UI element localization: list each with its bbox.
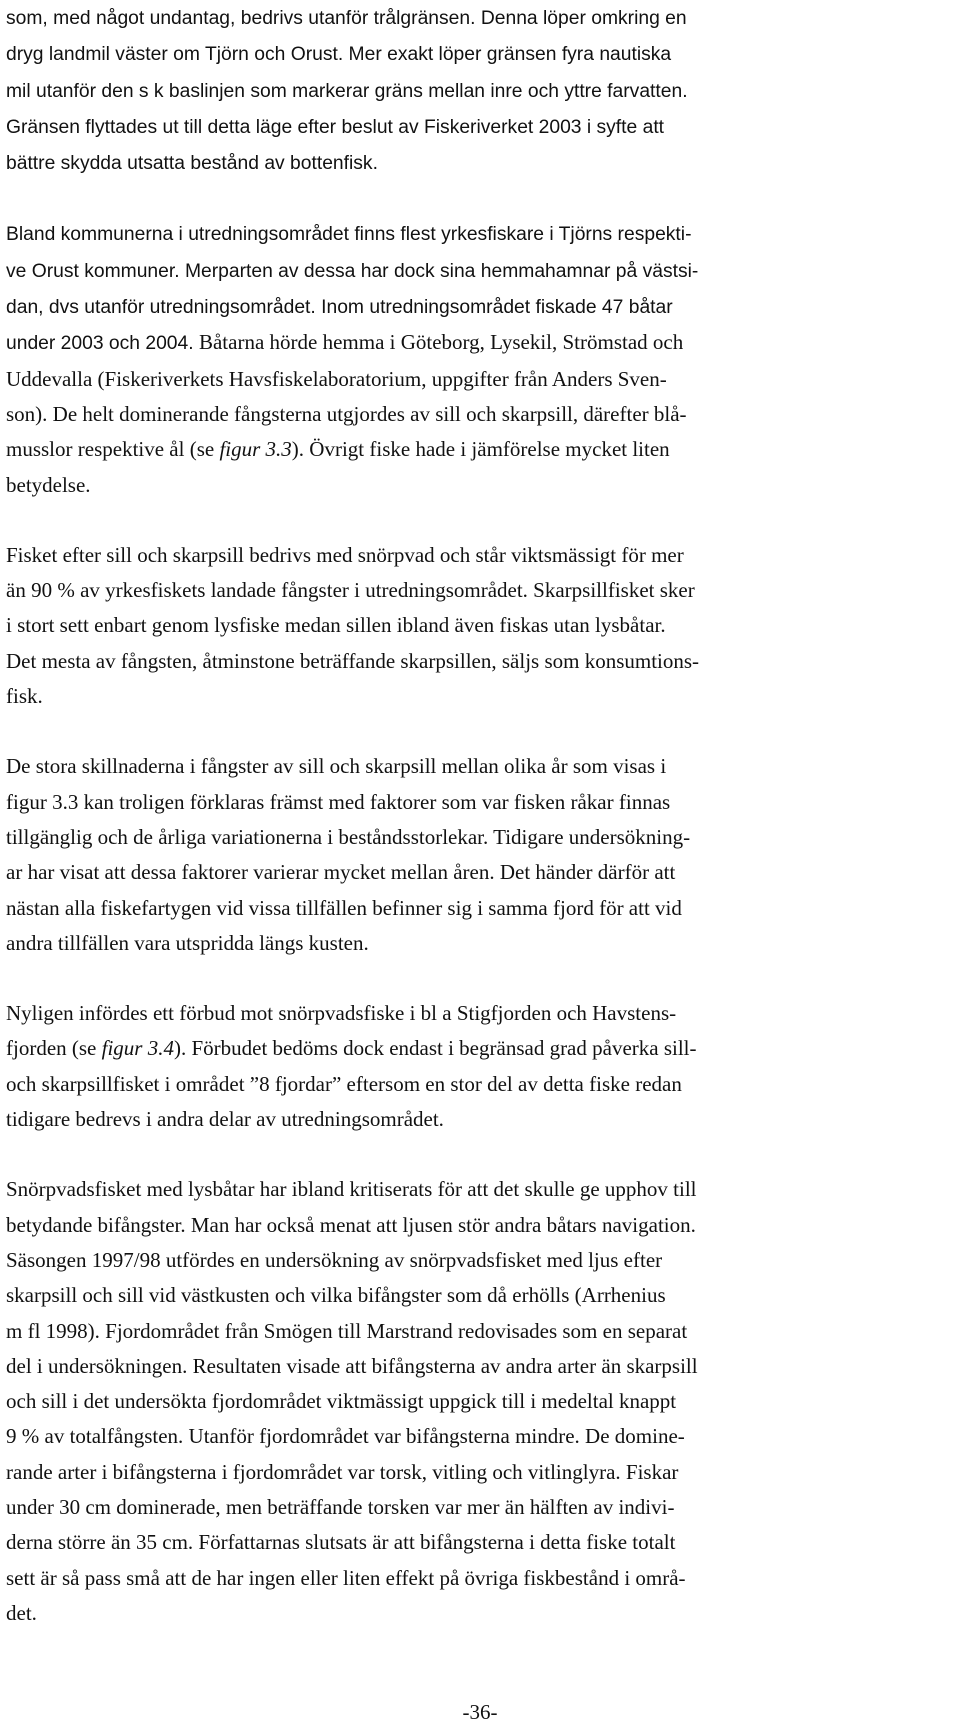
figure-reference: figur 3.3 <box>219 437 292 462</box>
text-line <box>6 1490 956 1525</box>
text-line <box>6 1314 956 1349</box>
text-line <box>6 109 956 145</box>
text-run: 9 % av totalfångsten. Utanför fjordområdet var bifångsterna mindre. De domine- <box>6 1424 685 1449</box>
page-number: -36- <box>462 1700 498 1724</box>
text-run: och sill i det undersökta fjordområdet viktmässigt uppgick till i medeltal knappt <box>6 1389 677 1414</box>
text-run: sett är så pass små att de har ingen eller liten effekt på övriga fiskbestånd i områ- <box>6 1565 686 1590</box>
text-line <box>6 289 956 325</box>
paragraph <box>6 538 956 714</box>
text-line <box>6 1349 956 1384</box>
text-line <box>6 0 956 36</box>
text-run: Säsongen 1997/98 utfördes en undersökning av snörpvadsfisket med ljus efter <box>6 1247 663 1272</box>
text-run: Fisket efter sill och skarpsill bedrivs med snörpvad och står viktsmässigt för mer <box>6 542 684 567</box>
text-line <box>6 1067 956 1102</box>
text-line <box>6 1596 956 1631</box>
text-run: son). De helt dominerande fångsterna utgjordes av sill och skarpsill, därefter blå- <box>6 401 687 426</box>
text-run: under 30 cm dominerade, men beträffande torsken var mer än hälften av indivi- <box>6 1494 675 1519</box>
text-line <box>6 538 956 573</box>
text-run: Nyligen infördes ett förbud mot snörpvadsfiske i bl a Stigfjorden och Havstens- <box>6 1001 677 1026</box>
text-run: tidigare bedrevs i andra delar av utredningsområdet. <box>6 1107 444 1132</box>
text-run: ). Övrigt fiske hade i jämförelse mycket liten <box>291 437 670 462</box>
text-line <box>6 996 956 1031</box>
text-line <box>6 1102 956 1137</box>
text-run: andra tillfällen vara utspridda längs kusten. <box>6 930 369 955</box>
text-line <box>6 325 956 361</box>
text-line <box>6 468 956 503</box>
text-line <box>6 608 956 643</box>
text-run: under 2003 och 2004. <box>6 333 199 355</box>
text-line <box>6 1561 956 1596</box>
text-run: som, med något undantag, bedrivs utanför trålgränsen. Denna löper omkring en <box>6 8 687 29</box>
text-line <box>6 397 956 432</box>
text-run: skarpsill och sill vid västkusten och vilka bifångster som då erhölls (Arrhenius <box>6 1283 666 1308</box>
text-run: ). Förbudet bedöms dock endast i begränsad grad påverka sill- <box>173 1036 697 1061</box>
text-line <box>6 1031 956 1066</box>
text-line <box>6 1419 956 1454</box>
text-run: Bland kommunerna i utredningsområdet finns flest yrkesfiskare i Tjörns respekti- <box>6 224 692 246</box>
text-run: betydelse. <box>6 472 91 497</box>
text-run: Det mesta av fångsten, åtminstone beträffande skarpsillen, säljs som konsumtions- <box>6 648 700 673</box>
text-line <box>6 1208 956 1243</box>
text-line <box>6 749 956 784</box>
text-line <box>6 1455 956 1490</box>
text-line <box>6 1172 956 1207</box>
text-line <box>6 1278 956 1313</box>
text-line <box>6 891 956 926</box>
text-run: De stora skillnaderna i fångster av sill och skarpsill mellan olika år som visas i <box>6 754 667 779</box>
text-line <box>6 216 956 252</box>
text-line <box>6 679 956 714</box>
text-line <box>6 644 956 679</box>
text-line <box>6 36 956 72</box>
text-line <box>6 855 956 890</box>
text-run: än 90 % av yrkesfiskets landade fångster i utredningsområdet. Skarpsillfisket sker <box>6 578 695 603</box>
text-run: dryg landmil väster om Tjörn och Orust. Mer exakt löper gränsen fyra nautiska <box>6 44 672 66</box>
text-run: ar har visat att dessa faktorer varierar mycket mellan åren. Det händer därför att <box>6 860 676 885</box>
text-line <box>6 573 956 608</box>
figure-reference: figur 3.4 <box>101 1036 174 1061</box>
text-run: del i undersökningen. Resultaten visade att bifångsterna av andra arter än skarpsill <box>6 1353 698 1378</box>
text-run: fisk. <box>6 684 43 709</box>
text-run: derna större än 35 cm. Författarnas slutsats är att bifångsterna i detta fiske totalt <box>6 1530 676 1555</box>
text-run: mil utanför den s k baslinjen som markerar gräns mellan inre och yttre farvatten. <box>6 80 688 102</box>
text-line <box>6 253 956 289</box>
paragraph <box>6 216 956 502</box>
paragraph <box>6 996 956 1137</box>
text-run: betydande bifångster. Man har också menat att ljusen stör andra båtars navigation. <box>6 1212 696 1237</box>
text-run: Inom utredningsområdet fiskade 47 båtar <box>321 297 673 319</box>
text-run: Gränsen flyttades ut till detta läge efter beslut av Fiskeriverket 2003 i syfte att <box>6 116 665 138</box>
text-line <box>6 73 956 109</box>
text-run: Merparten av dessa har dock sina hemmahamnar på västsi- <box>184 260 699 282</box>
text-run: och skarpsillfisket i området ”8 fjordar” eftersom en stor del av detta fiske redan <box>6 1071 682 1096</box>
text-line <box>6 1243 956 1278</box>
text-run: Uddevalla (Fiskeriverkets Havsfiskelaboratorium, uppgifter från Anders Sven- <box>6 366 667 391</box>
text-run: Snörpvadsfisket med lysbåtar har ibland kritiserats för att det skulle ge upphov till <box>6 1177 697 1202</box>
text-run: nästan alla fiskefartygen vid vissa tillfällen befinner sig i samma fjord för att vid <box>6 895 682 920</box>
text-run: Båtarna hörde hemma i Göteborg, Lysekil, Strömstad och <box>198 330 684 355</box>
text-line <box>6 820 956 855</box>
paragraph <box>6 749 956 961</box>
text-run: fjorden (se <box>6 1036 102 1061</box>
text-run: tillgänglig och de årliga variationerna i beståndsstorlekar. Tidigare undersökning- <box>6 824 691 849</box>
text-run: dan, dvs utanför utredningsområdet. <box>6 297 322 319</box>
text-line <box>6 145 956 181</box>
text-run: figur 3.3 kan troligen förklaras främst med faktorer som var fisken råkar finnas <box>6 789 671 814</box>
text-run: bättre skydda utsatta bestånd av bottenfisk. <box>6 153 378 175</box>
text-run: i stort sett enbart genom lysfiske medan sillen ibland även fiskas utan lysbåtar. <box>6 613 666 638</box>
text-line <box>6 432 956 467</box>
paragraph <box>6 0 956 181</box>
text-line <box>6 785 956 820</box>
text-line <box>6 362 956 397</box>
text-line <box>6 926 956 961</box>
text-line <box>6 1525 956 1560</box>
text-run: m fl 1998). Fjordområdet från Smögen till Marstrand redovisades som en separat <box>6 1318 688 1343</box>
text-line <box>6 1384 956 1419</box>
text-run: rande arter i bifångsterna i fjordområdet var torsk, vitling och vitlinglyra. Fiskar <box>6 1459 679 1484</box>
text-run: ve Orust kommuner. <box>6 260 185 282</box>
paragraph <box>6 1172 956 1631</box>
text-run: det. <box>6 1600 37 1625</box>
document-body <box>6 0 956 1666</box>
text-run: musslor respektive ål (se <box>6 437 220 462</box>
